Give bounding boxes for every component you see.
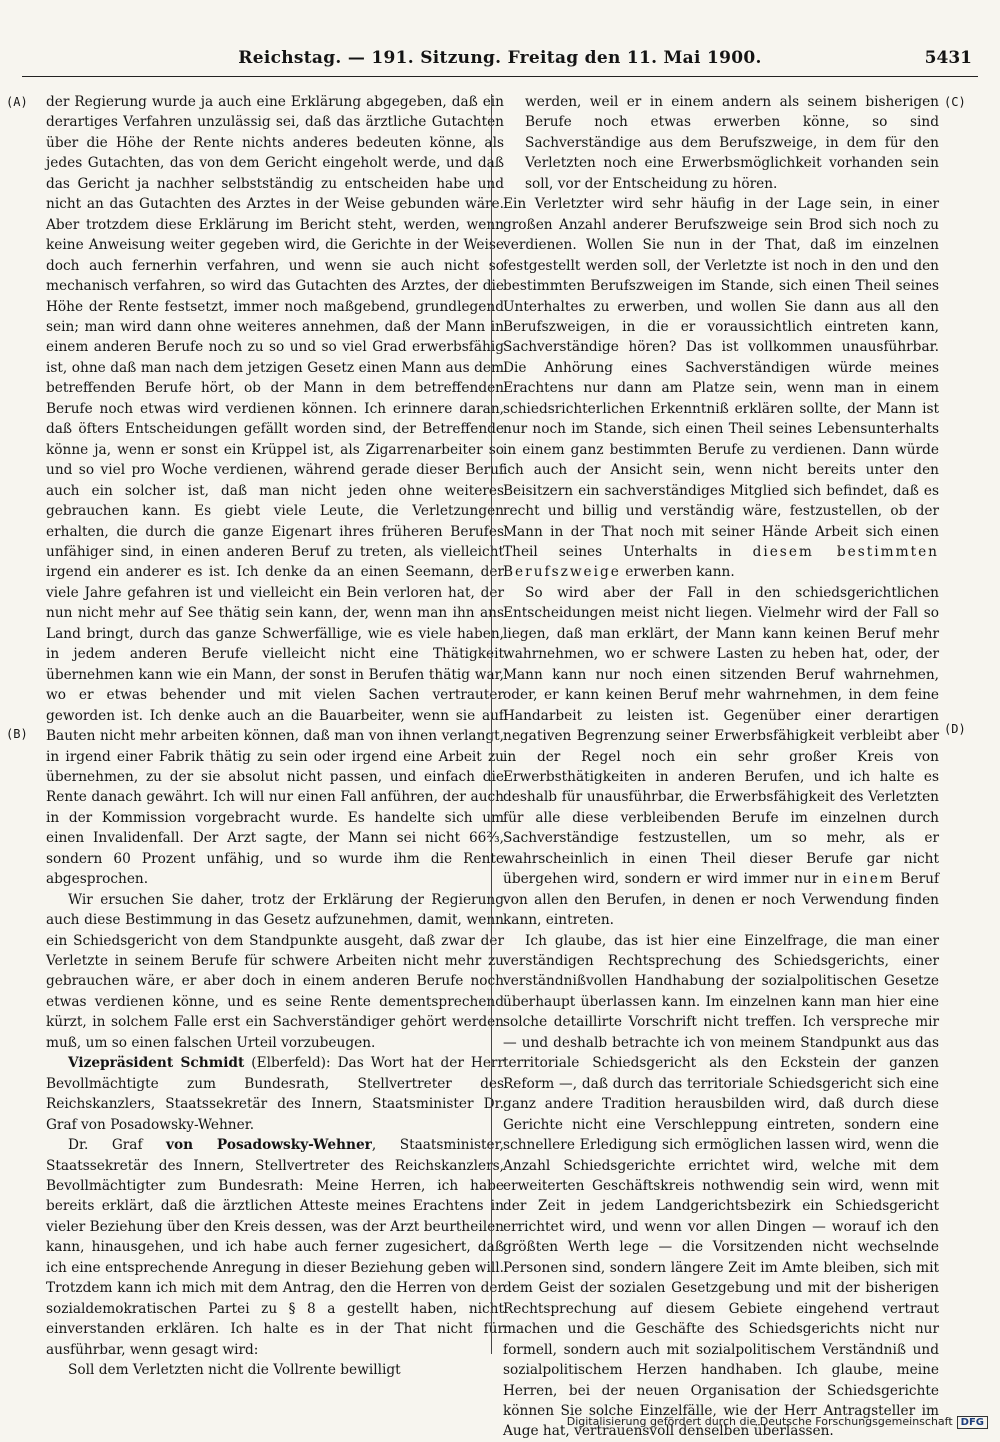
margin-marker-a: (A) [6, 95, 28, 109]
paragraph [503, 194, 939, 583]
paragraph [46, 1053, 504, 1135]
margin-marker-c: (C) [944, 95, 966, 109]
paragraph-text: erwerben kann. [620, 564, 735, 581]
speaker-title: Dr. Graf [68, 1137, 166, 1154]
paragraph: der Regierung wurde ja auch eine Erklärung abgegeben, daß ein derartiges Verfahren unzulässig sei, daß das ärztliche Gutachten über die Höhe der Rente nichts anderes bedeuten könne, als jedes Gutachten, das von dem Gericht eingeholt werde, und daß das Gericht ja nachher selbstständig zu entscheiden habe und nicht an das Gutachten des Arztes in der Weise gebunden wäre. Aber trotzdem diese Erklärung im Bericht steht, werden, wenn keine Anweisung weiter gegeben wird, die Gerichte in der Weise doch auch fernerhin verfahren, und wenn sie auch nicht so mechanisch verfahren, so wird das Gutachten des Arztes, der die Höhe der Rente festsetzt, immer noch maßgebend, grundlegend sein; man wird dann ohne weiteres annehmen, daß der Mann in einem anderen Berufe noch zu so und so viel Grad erwerbsfähig ist, ohne daß man nach dem jetzigen Gesetz einen Mann aus dem betreffenden Berufe hört, ob der Mann in dem betreffenden Berufe noch etwas wird verdienen können. Ich erinnere daran, daß öfters Entscheidungen gefällt worden sind, der Betreffende könne ja, wenn er sonst ein Krüppel ist, als Zigarrenarbeiter so und so viel pro Woche verdienen, während gerade dieser Beruf auch ein solcher ist, daß man nicht jeden ohne weiteres gebrauchen kann. Es giebt viele Leute, die Verletzungen erhalten, die durch die ganze Eigenart ihres früheren Berufes unfähiger sind, in einen anderen Beruf zu treten, als vielleicht irgend ein anderer es ist. Ich denke da an einen Seemann, der viele Jahre gefahren ist und vielleicht ein Bein verloren hat, der nun nicht mehr auf See thätig sein kann, der, wenn man ihn ans Land bringt, durch das ganze Schwerfällige, wie es viele haben, in jedem anderen Berufe vielleicht nicht eine Thätigkeit übernehmen kann wie ein Mann, der sonst in Berufen thätig war, wo er etwas behender und mit vielen Sachen vertrauter geworden ist. Ich denke auch an die Bauarbeiter, wenn sie auf Bauten nicht mehr arbeiten können, daß man von ihnen verlangt, in irgend einer Fabrik thätig zu sein oder irgend eine Arbeit zu übernehmen, zu der sie absolut nicht passen, und einfach die Rente danach gewährt. Ich will nur einen Fall anführen, der auch in der Kommission vorgebracht wurde. Es handelte sich um einen Invalidenfall. Der Arzt sagte, der Mann sei nicht 66⅔, sondern 60 Prozent unfähig, und so wurde ihm die Rente abgesprochen. [46, 94, 504, 888]
paragraph [46, 1135, 504, 1360]
paragraph: Ich glaube, das ist hier eine Einzelfrage, die man einer verständigen Rechtsprechung des Schiedsgerichts, einer verständnißvollen Handhabung der sozialpolitischen Gesetze überhaupt überlassen kann. Im einzelnen kann man hier eine solche detaillirte Vorschrift nicht treffen. Ich verspreche mir — und deshalb betrachte ich von meinem Standpunkt aus das territoriale Schiedsgericht als den Eckstein der ganzen Reform —, daß durch das territoriale Schiedsgericht sich eine ganz andere Tradition herausbilden wird, daß durch diese Gerichte nicht eine Verschleppung eintreten, sondern eine schnellere Erledigung sich ermöglichen lassen wird, wenn die Anzahl Schiedsgerichte errichtet wird, welche mit dem erweiterten Geschäftskreis nothwendig sein wird, wenn mit der Zeit in jedem Landgerichtsbezirk ein Schiedsgericht errichtet wird, und wenn vor allen Dingen — worauf ich den größten Werth lege — die Vorsitzenden nicht wechselnde Personen sind, sondern längere Zeit im Amte bleiben, sich mit dem Geist der sozialen Gesetzgebung und mit der bisherigen Rechtsprechung auf diesem Gebiete eingehend vertraut machen und die Geschäfte des Schiedsgerichts nicht nur formell, sondern auch mit sozialpolitischem Verständniß und sozialpolitischem Herzen handhaben. Ich glaube, meine Herren, bei der neuen Organisation der Schiedsgerichte können Sie solche Einzelfälle, wie der Herr Antragsteller im Auge hat, vertrauensvoll denselben überlassen. [503, 932, 939, 1440]
paragraph-text: Ein Verletzter wird sehr häufig in der Lage sein, in einer großen Anzahl anderer Berufszweige sein Brod sich noch zu verdienen. Wollen Sie nun in der That, daß im einzelnen festgestellt werden soll, der Verletzte ist noch in den und den bestimmten Berufszweigen im Stande, sich einen Theil seines Unterhaltes zu erwerben, und wollen Sie dann aus all den Berufszweigen, in die er voraussichtlich eintreten kann, Sachverständige hören? Das ist vollkommen unausführbar. Die Anhörung eines Sachverständigen würde meines Erachtens nur dann am Platze sein, wenn man in einem schiedsrichterlichen Erkenntniß erklären sollte, der Mann ist nur noch im Stande, sich einen Theil seines Lebensunterhalts in einem ganz bestimmten Berufe zu verdienen. Dann würde ich auch der Ansicht sein, wenn nicht bereits unter den Beisitzern ein sachverständiges Mitglied sich befindet, daß es recht und billig und verständig wäre, festzustellen, ob der Mann in der That noch mit seiner Hände Arbeit sich einen Theil seines Unterhalts in [503, 196, 939, 560]
dfg-logo-icon: DFG [957, 1416, 988, 1429]
speaker-name: von Posadowsky-Wehner [166, 1137, 372, 1154]
quoted-paragraph: werden, weil er in einem andern als seinem bisherigen Berufe noch etwas erwerben könne, so sind Sachverständige aus dem Berufszweige, in dem für den Verletzten noch eine Erwerbsmöglichkeit vorhanden sein soll, vor der Entscheidung zu hören. [525, 94, 939, 192]
paragraph-text: So wird aber der Fall in den schiedsgerichtlichen Entscheidungen meist nicht liegen. Vielmehr wird der Fall so liegen, daß man erklärt, der Mann kann keinen Beruf mehr wahrnehmen, wo er schwere Lasten zu heben hat, oder, der Mann kann nur noch einen sitzenden Beruf wahrnehmen, oder, er kann keinen Beruf mehr wahrnehmen, in dem feine Handarbeit zu leisten ist. Gegenüber einer derartigen negativen Begrenzung seiner Erwerbsfähigkeit verbleibt aber in der Regel noch ein sehr großer Kreis von Erwerbsthätigkeiten in anderen Berufen, und ich halte es deshalb für unausführbar, die Erwerbsfähigkeit des Verletzten für alle diese verbleibenden Berufe im einzelnen durch Sachverständige festzustellen, um so mehr, als er wahrscheinlich in einen Theil dieser Berufe gar nicht übergehen wird, sondern er wird immer nur in [503, 584, 939, 888]
paragraph: Soll dem Verletzten nicht die Vollrente bewilligt [68, 1362, 401, 1379]
paragraph [503, 583, 939, 931]
running-title: Reichstag. — 191. Sitzung. Freitag den 11. Mai 1900. [238, 48, 762, 68]
paragraph-text: , Staatsminister, Staatssekretär des Innern, Stellvertreter des Reichskanzlers, Bevollmächtigter zum Bundesrath: Meine Herren, ich habe bereits erklärt, daß die ärztlichen Atteste meines Erachtens in vieler Beziehung über den Kreis dessen, was der Arzt beurtheilen kann, hinausgehen, und ich habe auch ferner zugesichert, daß ich eine entsprechende Anregung in dieser Beziehung geben will. Trotzdem kann ich mich mit dem Antrag, den die Herren von der sozialdemokratischen Partei zu § 8 a gestellt haben, nicht einverstanden erklären. Ich halte es in der That nicht für ausführbar, wenn gesagt wird: [46, 1137, 504, 1358]
running-header [22, 44, 978, 77]
left-column [46, 92, 504, 1381]
digitization-credit [567, 1415, 988, 1429]
paragraph-text: Beruf von allen den Berufen, in denen er noch Verwendung finden kann, eintreten. [503, 871, 940, 929]
emphasis: diesem bestimmten Berufszweige [503, 543, 939, 581]
column-divider [491, 94, 492, 1354]
credit-text: Digitalisierung gefördert durch die Deutsche Forschungsgemeinschaft [566, 1415, 953, 1428]
emphasis: einem [842, 871, 895, 888]
paragraph-text: (Elberfeld): Das Wort hat der Herr Bevollmächtigte zum Bundesrath, Stellvertreter des Reichskanzlers, Staatssekretär des Innern, Staatsminister Dr. Graf von Posadowsky-Wehner. [46, 1055, 505, 1133]
right-column [503, 92, 939, 1442]
margin-marker-d: (D) [944, 722, 966, 736]
margin-marker-b: (B) [6, 727, 28, 741]
paragraph: Wir ersuchen Sie daher, trotz der Erklärung der Regierung auch diese Bestimmung in das Gesetz aufzunehmen, damit, wenn ein Schiedsgericht von dem Standpunkte ausgeht, daß zwar der Verletzte in seinem Berufe für schwere Arbeiten nicht mehr zu gebrauchen wäre, er aber doch in einem anderen Berufe noch etwas verdienen könne, und es seine Rente dementsprechend kürzt, in solchem Falle erst ein Sachverständiger gehört werden muß, um so einen falschen Urteil vorzubeugen. [46, 891, 504, 1051]
speaker-name: Vizepräsident Schmidt [68, 1055, 245, 1072]
page-number: 5431 [924, 48, 972, 68]
